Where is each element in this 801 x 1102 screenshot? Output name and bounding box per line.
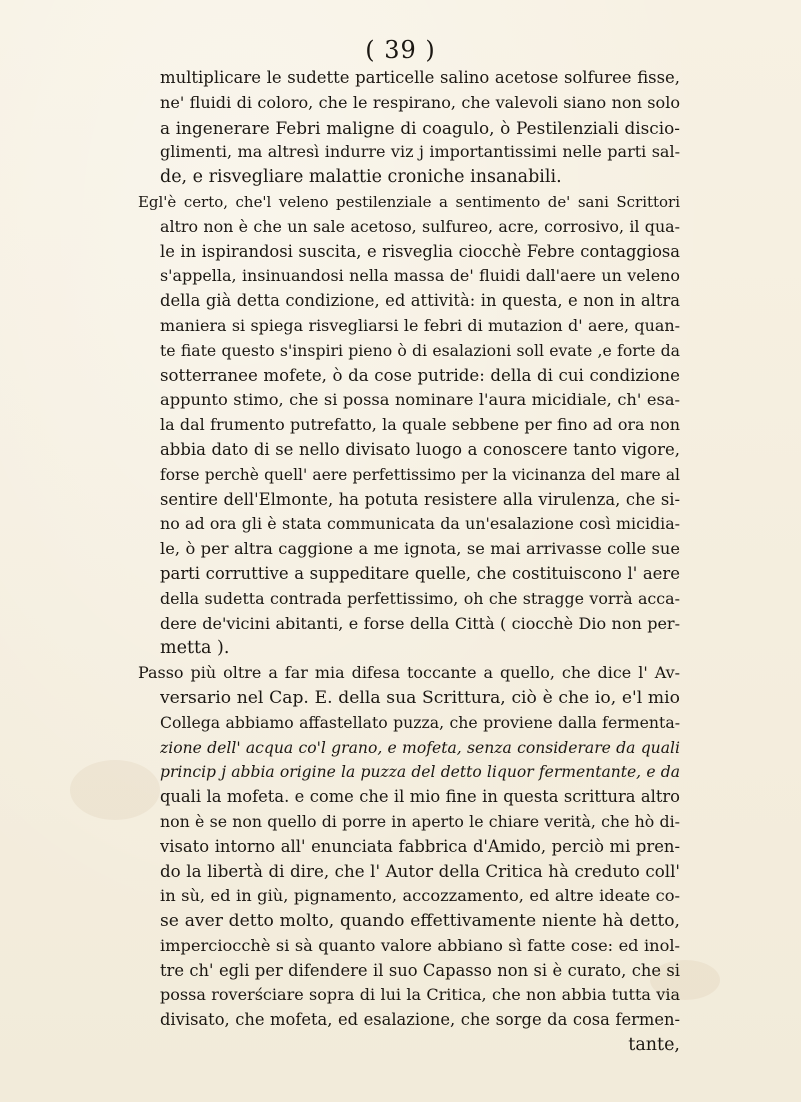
text-line: la dal frumento putrefatto, la quale sebbene per fino ad ora non — [160, 415, 680, 435]
paper-stain — [70, 760, 160, 820]
text-line: de, e risvegliare malattie croniche insanabili. — [160, 167, 562, 188]
text-line: te fiate questo s'inspiri pieno ò di esalazioni soll evate ,e forte da — [160, 340, 680, 360]
text-line: do la libertà di dire, che l' Autor della Critica hà creduto coll' — [160, 861, 680, 881]
text-line: glimenti, ma altresì indurre viz j importantissimi nelle parti sal- — [160, 142, 680, 162]
text-line: in sù, ed in giù, pignamento, accozzamento, ed altre ideate co- — [160, 886, 680, 906]
text-line: ne' fluidi di coloro, che le respirano, che valevoli siano non solo — [160, 92, 680, 112]
paragraph-first-line: Passo più oltre a far mia difesa toccante a quello, che dice l' Av- — [138, 663, 680, 683]
italic-text-line: princip j abbia origine la puzza del detto liquor fermentante, e da — [160, 763, 680, 782]
text-line: parti corruttive a suppeditare quelle, che costituiscono l' aere — [160, 563, 680, 583]
text-line: non è se non quello di porre in aperto le chiare verità, che hò di- — [160, 811, 680, 831]
text-line: divisato, che mofeta, ed esalazione, che sorge da cosa fermen- — [160, 1010, 680, 1030]
text-line: appunto stimo, che si possa nominare l'aura micidiale, ch' esa- — [160, 390, 680, 410]
text-line: metta ). — [160, 638, 230, 659]
text-line: sentire dell'Elmonte, ha potuta resistere alla virulenza, che si- — [160, 489, 680, 509]
paragraph-first-line: Egl'è certo, che'l veleno pestilenziale a sentimento de' sani Scrittori — [138, 192, 680, 211]
text-line: visato intorno all' enunciata fabbrica d'Amido, perciò mi pren- — [160, 836, 680, 856]
page-number: ( 39 ) — [365, 36, 436, 64]
text-line: se aver detto molto, quando effettivamente niente hà detto, — [160, 911, 680, 932]
text-line: le in ispirandosi suscita, e risveglia ciocchè Febre contaggiosa — [160, 241, 680, 261]
text-line: della già detta condizione, ed attività: in questa, e non in altra — [160, 291, 680, 311]
italic-text-line: zione dell' acqua co'l grano, e mofeta, senza considerare da quali — [160, 738, 680, 757]
text-line: Collega abbiamo affastellato puzza, che proviene dalla fermenta- — [160, 712, 680, 732]
text-line: della sudetta contrada perfettissimo, oh che stragge vorrà acca- — [160, 588, 680, 608]
text-line: forse perchè quell' aere perfettissimo per la vicinanza del mare al — [160, 465, 680, 484]
text-line: altro non è che un sale acetoso, sulfureo, acre, corrosivo, il qua- — [160, 216, 680, 236]
text-line: sotterranee mofete, ò da cose putride: della di cui condizione — [160, 365, 680, 385]
text-line: tre ch' egli per difendere il suo Capasso non si è curato, che si — [160, 960, 680, 980]
body-text — [138, 66, 680, 1058]
text-line: a ingenerare Febri maligne di coagulo, ò Pestilenziali discio- — [160, 117, 680, 138]
text-line: quali la mofeta. e come che il mio fine in questa scrittura altro — [160, 787, 680, 807]
text-line: s'appella, insinuandosi nella massa de' fluidi dall'aere un veleno — [160, 266, 680, 286]
text-line: imperciocchè si sà quanto valore abbiano sì fatte cose: ed inol- — [160, 935, 680, 955]
text-line: multiplicare le sudette particelle salino acetose solfuree fisse, — [160, 68, 680, 87]
text-line: le, ò per altra caggione a me ignota, se mai arrivasse colle sue — [160, 539, 680, 559]
text-line: versario nel Cap. E. della sua Scrittura, ciò è che io, e'l mio — [160, 687, 680, 708]
text-line: dere de'vicini abitanti, e forse della Città ( ciocchè Dio non per- — [160, 613, 680, 633]
text-line: abbia dato di se nello divisato luogo a conoscere tanto vigore, — [160, 439, 680, 459]
text-line: maniera si spiega risvegliarsi le febri di mutazion d' aere, quan- — [160, 315, 680, 335]
text-line: possa roverściare sopra di lui la Critica, che non abbia tutta via — [160, 985, 680, 1005]
text-line: no ad ora gli è stata communicata da un'esalazione così micidia- — [160, 514, 680, 534]
catchword: tante, — [628, 1035, 680, 1056]
